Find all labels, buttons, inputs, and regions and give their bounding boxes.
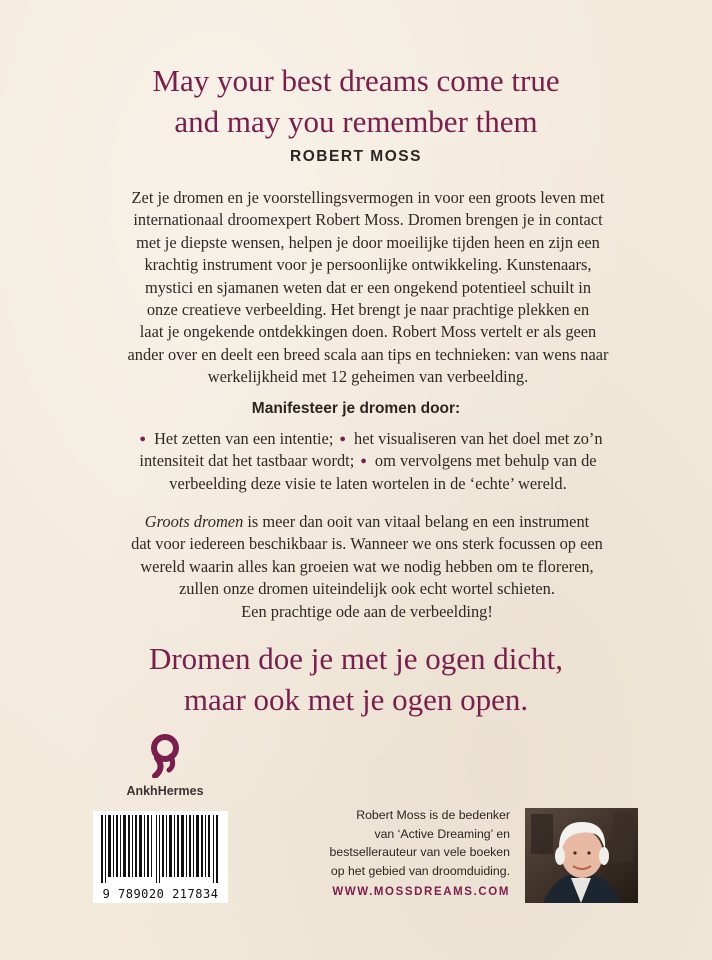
intro-line: onze creatieve verbeelding. Het brengt je naar prachtige plekken en (146, 300, 590, 320)
intro-line: werkelijkheid met 12 geheimen van verbeelding. (207, 367, 529, 387)
publisher-name: AnkhHermes (126, 784, 204, 798)
pull-quote (0, 638, 712, 720)
intro-line: laat je ongekende ontdekkingen doen. Robert Moss vertelt er als geen (139, 322, 597, 342)
bullet-text: het visualiseren van het doel met zo’n (354, 429, 603, 448)
publisher-logo (110, 734, 220, 798)
bullet-text: intensiteit dat het tastbaar wordt; (139, 451, 355, 471)
closing-line: wereld waarin alles kan groeien wat we nodig hebben om te floreren, (140, 556, 594, 576)
ankhhermes-logo-icon (145, 734, 185, 778)
bullet-line (96, 450, 640, 472)
bullet-text: om vervolgens met behulp van de (374, 451, 597, 471)
manifest-heading: Manifesteer je dromen door: (251, 400, 461, 417)
isbn-number: 9 789020 217834 (102, 887, 219, 901)
author-portrait-image (525, 808, 638, 903)
tagline (0, 60, 712, 142)
book-title: Groots dromen (144, 512, 244, 531)
bio-line: op het gebied van droomduiding. (330, 863, 510, 878)
bullet-line (96, 428, 640, 450)
bullet-icon: ● (360, 455, 367, 468)
isbn-barcode (93, 811, 228, 903)
intro-line: mystici en sjamanen weten dat er een ongekend potentieel schuilt in (144, 277, 592, 297)
bullet-text: Het zetten van een intentie; (154, 429, 334, 448)
closing-line: Een prachtige ode aan de verbeelding! (241, 601, 493, 621)
bio-line: bestsellerauteur van vele boeken (329, 845, 510, 859)
barcode-icon (99, 815, 222, 883)
tagline-line-2: and may you remember them (174, 104, 538, 139)
intro-line: krachtig instrument voor je persoonlijke ontwikkeling. Kunstenaars, (144, 255, 592, 275)
website-url: WWW.MOSSDREAMS.COM (332, 886, 510, 898)
closing-paragraph (92, 511, 642, 623)
author-bio (290, 806, 510, 880)
quote-line-1: Dromen doe je met je ogen dicht, (148, 641, 564, 676)
closing-text: is meer dan ooit van vitaal belang en een instrument (243, 512, 590, 531)
intro-line: internationaal droomexpert Robert Moss. Dromen brengen je in contact (133, 210, 603, 230)
closing-line: dat voor iedereen beschikbaar is. Wanneer we ons sterk focussen op een (131, 534, 603, 554)
intro-paragraph (84, 187, 652, 389)
bio-line: Robert Moss is de bedenker (356, 808, 510, 822)
manifest-bullets (96, 428, 640, 495)
bullet-icon: ● (339, 433, 347, 445)
closing-line (92, 511, 642, 533)
bio-line: van ‘Active Dreaming’ en (374, 826, 510, 841)
author-name: ROBERT MOSS (290, 148, 422, 165)
bullet-icon: ● (139, 433, 147, 445)
bullet-line: verbeelding deze visie te laten wortelen in de ‘echte’ wereld. (169, 473, 567, 493)
author-photo (525, 808, 638, 903)
tagline-line-1: May your best dreams come true (152, 63, 560, 98)
closing-line: zullen onze dromen uiteindelijk ook echt wortel schieten. (179, 579, 555, 599)
intro-line: Zet je dromen en je voorstellingsvermogen in voor een groots leven met (131, 188, 605, 207)
quote-line-2: maar ook met je ogen open. (183, 682, 529, 717)
intro-line: ander over en deelt een breed scala aan tips en technieken: van wens naar (127, 344, 609, 364)
intro-line: met je diepste wensen, helpen je door moeilijke tijden heen en zijn een (136, 232, 600, 252)
